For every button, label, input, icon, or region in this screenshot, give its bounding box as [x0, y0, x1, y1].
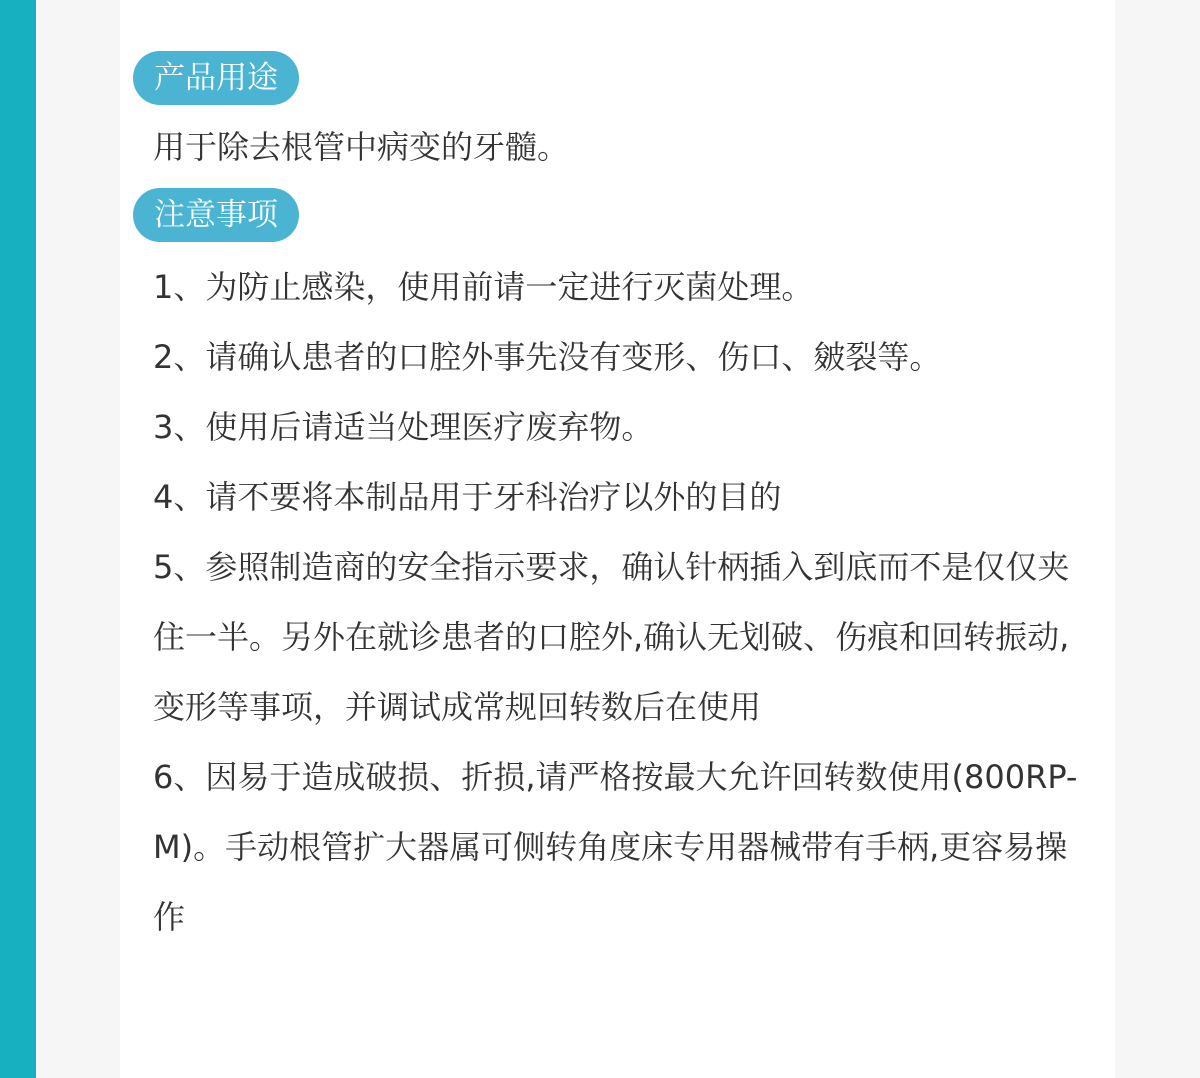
- notice-item: [153, 462, 1077, 532]
- usage-description: 用于除去根管中病变的牙髓。: [153, 128, 570, 166]
- notice-line: 住一半。另外在就诊患者的口腔外,确认无划破、伤痕和回转振动,: [153, 618, 1070, 656]
- usage-section-badge: 产品用途: [133, 51, 299, 105]
- notice-line: M)。手动根管扩大器属可侧转角度床专用器械带有手柄,更容易操: [153, 828, 1068, 866]
- notice-line: 4、请不要将本制品用于牙科治疗以外的目的: [153, 478, 782, 516]
- notice-item: [153, 322, 1077, 392]
- notice-section-badge: 注意事项: [133, 188, 299, 242]
- notice-line: 5、参照制造商的安全指示要求，确认针柄插入到底而不是仅仅夹: [153, 548, 1070, 586]
- notice-item: [153, 742, 1077, 952]
- notice-item: [153, 532, 1077, 742]
- notice-line: 1、为防止感染，使用前请一定进行灭菌处理。: [153, 268, 814, 306]
- notice-list: [153, 252, 1077, 952]
- notice-line: 6、因易于造成破损、折损,请严格按最大允许回转数使用(800RP-: [153, 758, 1078, 796]
- notice-line: 作: [153, 898, 186, 936]
- notice-line: 2、请确认患者的口腔外事先没有变形、伤口、皴裂等。: [153, 338, 942, 376]
- notice-item: [153, 392, 1077, 462]
- notice-line: 变形等事项，并调试成常规回转数后在使用: [153, 688, 762, 726]
- content-panel: [120, 0, 1115, 1078]
- notice-line: 3、使用后请适当处理医疗废弃物。: [153, 408, 654, 446]
- notice-item: [153, 252, 1077, 322]
- left-accent-bar: [0, 0, 36, 1078]
